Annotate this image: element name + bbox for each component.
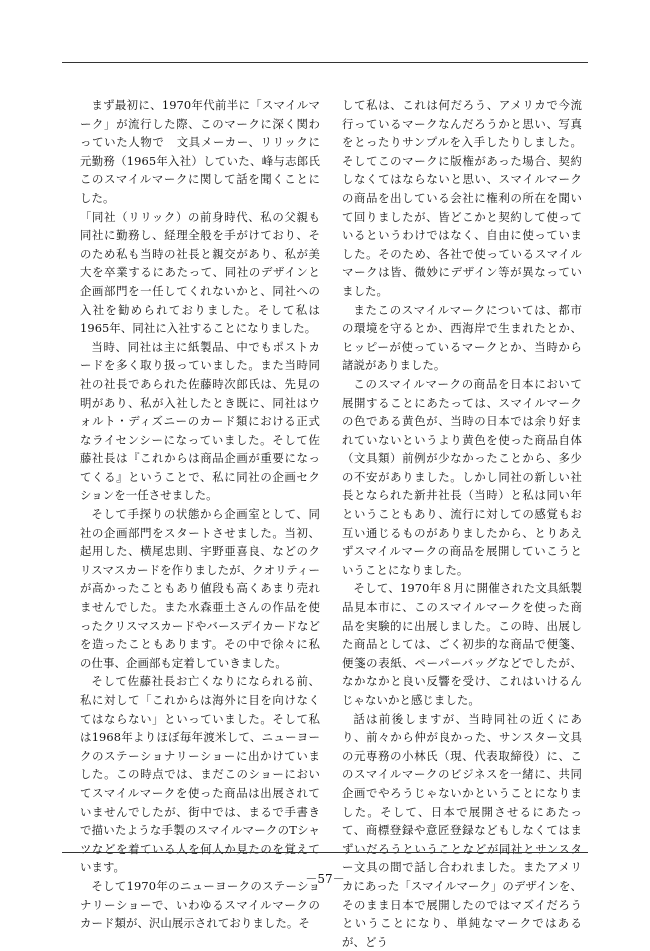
bottom-rule [62, 852, 588, 853]
paragraph: そして、1970年８月に開催された文具紙製品見本市に、このスマイルマークを使った商品を実験的に出展しました。この時、出展した商品としては、ごく初歩的な商品で便箋、便箋の表紙、ペーパーバッグなどでしたが、なかなかと良い反響を受け、これはいけるんじゃないかと感じました。 [342, 581, 582, 707]
left-column [80, 96, 320, 931]
paragraph: 当時、同社は主に紙製品、中でもポストカードを多く取り扱っていました。また当時同社の社長であられた佐藤時次郎氏は、先見の明があり、私が入社したとき既に、同社はウォルト・ディズニーのカード類における正式なライセンシーになっていました。そして佐藤社長は『これからは商品企画が重要になってくる』ということで、私に同社の企画セクションを一任させました。 [80, 339, 320, 503]
right-column [342, 96, 582, 949]
paragraph: 「同社（リリック）の前身時代、私の父親も同社に勤務し、経理全般を手がけており、そのため私も当時の社長と親交があり、私が美大を卒業するにあたって、同社のデザインと企画部門を一任してくれないかと、同社への入社を勧められておりました。そして私は1965年、同社に入社することになりました。 [80, 209, 320, 336]
paragraph: このスマイルマークの商品を日本において展開することにあたっては、スマイルマークの色である黄色が、当時の日本では余り好まれていないというより黄色を使った商品自体（文具類）前例が少なかったことから、多少の不安がありました。しかし同社の新しい社長となられた新井社長（当時）と私は同い年ということもあり、流行に対しての感覚もお互い通じるものがありましたから、とりあえずスマイルマークの商品を展開していこうということになりました。 [342, 376, 582, 577]
paragraph: そして1970年のニューヨークのステーショナリーショーで、いわゆるスマイルマークのカード類が、沢山展示されておりました。そ [80, 878, 320, 931]
paragraph: して私は、これは何だろう、アメリカで今流行っているマークなんだろうかと思い、写真をとったりサンプルを入手したりしました。そしてこのマークに版権があった場合、契約しなくてはならないと思い、スマイルマークの商品を出している会社に権利の所在を聞いて回りましたが、皆どこかと契約して使っているというわけではなく、自由に使っていました。そのため、各社で使っているスマイルマークは皆、微妙にデザイン等が異なっていました。 [342, 98, 582, 298]
paragraph: またこのスマイルマークについては、都市の環境を守るとか、西海岸で生まれたとか、ヒッピーが使っているマークとか、当時から諸説がありました。 [342, 302, 582, 373]
paragraph: そして佐藤社長お亡くなりになられる前、私に対して「これからは海外に目を向けなくてはならない」といっていました。そして私は1968年よりほぼ毎年渡米して、ニューヨークのステーショナリーショーに出かけていました。この時点では、まだこのショーにおいてスマイルマークを使った商品は出展されていませんでしたが、街中では、まるで手書きで描いたような手製のスマイルマークのTシャツなどを着ている人を何人か見たのを覚えています。 [80, 674, 320, 875]
paragraph: そして手探りの状態から企画室として、同社の企画部門をスタートさせました。当初、起用した、横尾忠則、宇野亜喜良、などのクリスマスカードを作りましたが、クオリティーが高かったこともあり値段も高くあまり売れませんでした。また水森亜土さんの作品を使ったクリスマスカードやバースデイカードなどを造ったこともあります。その中で徐々に私の仕事、企画部も定着していきました。 [80, 507, 320, 670]
paragraph: まず最初に、1970年代前半に「スマイルマーク」が流行した際、このマークに深く関わっていた人物で 文具メーカー、リリックに元勤務（1965年入社）していた、峰与志郎氏このスマイルマークに関して話を聞くことにした。 [80, 98, 320, 205]
top-rule [62, 62, 588, 63]
paragraph: 話は前後しますが、当時同社の近くにあり、前々から仲が良かった、サンスター文具の元専務の小林氏（現、代表取締役）に、このスマイルマークのビジネスを一緒に、共同企画でやろうじゃないかということになりました。そして、日本で展開させるにあたって、商標登録や意匠登録などもしなくてはまずいだろうということなどが同社とサンスター文具の間で話し合われました。またアメリカにあった「スマイルマーク」のデザインを、そのまま日本で展開したのではマズイだろうということになり、単純なマークではあるが、どう [342, 711, 582, 949]
page-number: －57－ [305, 872, 345, 886]
